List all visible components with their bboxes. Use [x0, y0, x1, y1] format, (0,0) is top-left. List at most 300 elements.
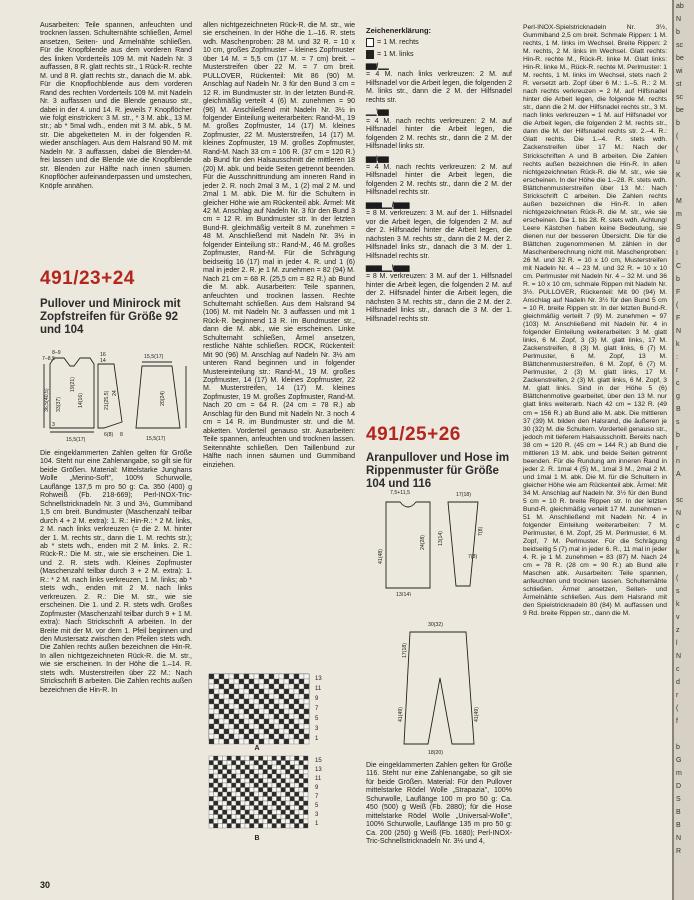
- chart-cell: [299, 801, 304, 806]
- chart-cell: [304, 689, 309, 694]
- chart-cell: [274, 689, 279, 694]
- chart-b-row-number: 15: [315, 758, 322, 764]
- chart-cell: [236, 815, 241, 820]
- chart-cell: [234, 729, 239, 734]
- chart-cell: [227, 783, 232, 788]
- chart-cell: [263, 783, 268, 788]
- chart-cell: [223, 788, 228, 793]
- chart-cell: [259, 714, 264, 719]
- chart-cell: [244, 674, 249, 679]
- chart-cell: [249, 719, 254, 724]
- chart-cell: [290, 770, 295, 775]
- chart-cell: [279, 699, 284, 704]
- chart-cell: [272, 783, 277, 788]
- chart-cell: [241, 756, 246, 761]
- chart-cell: [268, 765, 273, 770]
- chart-cell: [245, 792, 250, 797]
- chart-cell: [250, 824, 255, 829]
- chart-cell: [214, 824, 219, 829]
- chart-cell: [279, 739, 284, 744]
- chart-cell: [241, 801, 246, 806]
- chart-cell: [290, 792, 295, 797]
- chart-cell: [274, 684, 279, 689]
- legend-item-6: ▆▆▆▁▁/▆▆▆ = 8 M. verkreuzen: 3 M. auf der 1. Hilfsnadel vor die Arbeit legen, die folgenden 2 M. auf der 2. Hilfsnadel hinter die Arbeit legen, die nächsten 3 M. rechts str., dann die 2 M. der 2. Hilfsnadel links str., danach die 3 M. der 1. Hilfsnadel rechts str.: [366, 201, 512, 260]
- chart-cell: [277, 783, 282, 788]
- chart-cell: [259, 797, 264, 802]
- chart-cell: [254, 714, 259, 719]
- chart-cell: [281, 788, 286, 793]
- chart-cell: [209, 709, 214, 714]
- chart-cell: [264, 719, 269, 724]
- chart-cell: [263, 792, 268, 797]
- chart-cell: [279, 704, 284, 709]
- chart-cell: [234, 674, 239, 679]
- chart-cell: [229, 674, 234, 679]
- dim-h4: 33(37): [56, 397, 62, 412]
- chart-cell: [218, 756, 223, 761]
- chart-cell: [259, 734, 264, 739]
- chart-cell: [279, 689, 284, 694]
- chart-cell: [294, 739, 299, 744]
- chart-cell: [264, 674, 269, 679]
- chart-cell: [218, 783, 223, 788]
- chart-cell: [214, 779, 219, 784]
- chart-cell: [259, 801, 264, 806]
- skirt-outline: [136, 366, 180, 428]
- dim-h7: 24: [112, 390, 118, 396]
- chart-cell: [259, 709, 264, 714]
- chart-cell: [299, 734, 304, 739]
- chart-cell: [281, 770, 286, 775]
- chart-cell: [224, 684, 229, 689]
- chart-cell: [289, 739, 294, 744]
- chart-cell: [244, 689, 249, 694]
- chart-cell: [244, 679, 249, 684]
- chart-cell: [234, 739, 239, 744]
- chart-cell: [289, 689, 294, 694]
- chart-cell: [254, 704, 259, 709]
- chart-cell: [249, 674, 254, 679]
- chart-cell: [236, 761, 241, 766]
- chart-cell: [264, 734, 269, 739]
- chart-cell: [214, 756, 219, 761]
- chart-cell: [299, 810, 304, 815]
- dim-sleeve-w: 14: [100, 358, 106, 364]
- chart-cell: [229, 694, 234, 699]
- chart-b-row-number: 5: [315, 803, 319, 809]
- chart-cell: [214, 761, 219, 766]
- chart-cell: [241, 774, 246, 779]
- chart-cell: [294, 729, 299, 734]
- chart-cell: [272, 774, 277, 779]
- chart-cell: [239, 704, 244, 709]
- chart-cell: [232, 792, 237, 797]
- chart-cell: [304, 704, 309, 709]
- chart-cell: [295, 815, 300, 820]
- chart-cell: [269, 729, 274, 734]
- chart-cell: [254, 729, 259, 734]
- chart-cell: [299, 684, 304, 689]
- chart-cell: [254, 689, 259, 694]
- chart-cell: [234, 714, 239, 719]
- pullover-body-outline: [50, 358, 94, 428]
- chart-cell: [209, 765, 214, 770]
- chart-b-row-number: 13: [315, 767, 322, 773]
- chart-cell: [281, 797, 286, 802]
- chart-cell: [268, 779, 273, 784]
- chart-cell: [264, 704, 269, 709]
- chart-cell: [299, 783, 304, 788]
- chart-cell: [209, 810, 214, 815]
- chart-cell: [304, 756, 309, 761]
- chart-cell: [290, 806, 295, 811]
- chart-cell: [279, 694, 284, 699]
- chart-cell: [209, 679, 214, 684]
- chart-cell: [249, 689, 254, 694]
- chart-cell: [209, 824, 214, 829]
- chart-cell: [239, 709, 244, 714]
- chart-cell: [229, 739, 234, 744]
- chart-cell: [254, 810, 259, 815]
- chart-cell: [290, 761, 295, 766]
- adjacent-page-text: ab N b sc be wi st sc be b ( ( u K ' M m S d I C b F ( F N k : r c g B s b r n A sc N c d k r ( s k v z l N c d r ( f b G m D S B B N R: [676, 3, 684, 855]
- chart-cell: [294, 684, 299, 689]
- chart-cell: [264, 724, 269, 729]
- chart-cell: [254, 694, 259, 699]
- chart-cell: [245, 810, 250, 815]
- chart-cell: [269, 684, 274, 689]
- chart-cell: [290, 774, 295, 779]
- chart-cell: [236, 797, 241, 802]
- chart-cell: [209, 699, 214, 704]
- cable-8-front-icon: ▆▆▆▁▁/▆▆▆: [366, 201, 410, 209]
- chart-cell: [279, 714, 284, 719]
- chart-cell: [239, 714, 244, 719]
- chart-cell: [227, 824, 232, 829]
- chart-cell: [268, 788, 273, 793]
- chart-cell: [304, 788, 309, 793]
- chart-cell: [286, 788, 291, 793]
- chart-cell: [268, 770, 273, 775]
- chart-cell: [304, 684, 309, 689]
- dim-cuff2: 8: [120, 432, 123, 438]
- chart-cell: [304, 761, 309, 766]
- chart-cell: [236, 824, 241, 829]
- chart-cell: [259, 699, 264, 704]
- chart-cell: [232, 815, 237, 820]
- chart-cell: [281, 824, 286, 829]
- chart-cell: [224, 724, 229, 729]
- aran-dim-h3: 13(14): [438, 531, 444, 546]
- chart-cell: [277, 770, 282, 775]
- chart-cell: [227, 806, 232, 811]
- chart-cell: [304, 679, 309, 684]
- chart-cell: [236, 806, 241, 811]
- chart-cell: [244, 699, 249, 704]
- chart-cell: [295, 806, 300, 811]
- dim-side: 7–8,5: [42, 356, 55, 362]
- chart-cell: [241, 779, 246, 784]
- chart-cell: [224, 689, 229, 694]
- chart-cell: [299, 761, 304, 766]
- chart-cell: [274, 729, 279, 734]
- chart-cell: [239, 689, 244, 694]
- instructions-text-b: Perl-INOX-Spielstricknadeln Nr. 3½, Gummiband 2,5 cm breit. Schmale Rippen: 1 M. rechts, 1 M. links im Wechsel. Breite Rippen: 2 M. rechts, 2 M. links im Wechsel. Glatt rechts: Hin-R. rechte M., Rück-R. linke M. Glatt links: Hin-R. linke M., Rück-R. rechte M. Perlmuster: 1 M. rechts, 1 M. links im Wechsel, stets nach 2 R. versetzt arb. Zopf über 6 M.: 1.–5. R.: 2 M. nach rechts verkreuzen = 2 M. auf Hilfsnadel hinter die Arbeit legen, die folgende M. rechts str., dann die 2 M. der Hilfsnadel rechts str., 3 M. nach links verkreuzen = 1 M. auf Hilfsnadel vor die Arbeit legen, die folgenden 2 M. rechts str., dann die M. der Hilfsnadel rechts str. 2.–4. R.: Glatt rechts. Die 1.–4. R. stets wdh. Zackenstreifen über 17 M.: Nach der Strickschriften A und B arbeiten. Die Zahlen rechts außen bezeichnen die Hin-R. In allen nichtgezeichneten Rück-R. die M. str., wie sie erscheinen. In der Höhe die 1.–28. R. stets wdh. Blättchenmusterstreifen über 13 M.: Nach Strickschrift C arbeiten. Die Zahlen rechts außen bezeichnen die Hin-R. In allen nichtgezeichneten Rück-R. die M. str., wie sie erscheinen. Die 1. bis 28. R. stets wdh. Achtung! Leere Kästchen haben keine Bedeutung, sie dienen nur der besseren Übersicht. Die für die Blättchen zugenommenen M. zählen in der Maschenberechnung nicht mit. Maschenproben: 26 M. und 32 R. = 10 x 10 cm, Musterstreifen mit Nadeln Nr. 4 – 23 M. und 32 R. = 10 x 10 cm. Perlmuster mit Nadeln Nr. 4 – 32 M. und 36 R. = 10 x 10 cm, schmale Rippen mit Nadeln Nr. 3½. PULLOVER, Rückenteil: Mit 90 (94) M. Anschlag auf Nadeln Nr. 3½ für den Bund 5 cm = 10 R. breite Rippen str. In der letzten Bund-R. gleichmäßig verteilt 7 (9) M. zunehmen = 97 (103) M. Anschließend mit Nadeln Nr. 4 in folgender Einteilung weiterarbeiten: 3 M. glatt links, 6 M. Zopf, 3 (3) M. glatt links, 17 M. Zackenstreifen, 8 (3) M. glatt links, 6 (7) M. Perlmuster, 6 M. Zopf, 13 M. Blättchenmusterstreifen, 6 M. Zopf, 6 (7) M. Perlmuster, 2 (3) M. glatt links, 17 M. Zackenstreifen, 2 (3) M. glatt links, 6 M. Zopf, 3 M. glatt links. Sind in der Höhe 5 (6) Blättchenmotive gearbeitet, über den 13 M. nur glatt links weiterarb. Nach 42 cm = 132 R. (49 cm = 156 R.) ab Bund alle M. abk. Die mittleren 37 (39) M. bilden den Halsrand, die äußeren je 30 (32) M. die Schultern. Vorderteil genauso str., jedoch mit tieferem Halsausschnitt. Bereits nach 38 cm = 120 R. (45 cm = 144 R.) ab Bund die mittleren 13 M. abk. und beide Seiten getrennt beenden. Für die Rundung am inneren Rand in jeder 2. R. 1mal 4 (5) M., 1mal 3 M., 2mal 2 M. und 1mal 1 M. abk. Die M. für die Schultern in gleicher Höhe wie am Rückenteil abk. Ärmel: Mit 34 M. Anschlag auf Nadeln Nr. 3½ für den Bund 5 cm = 10 R. breite Rippen str. In der letzten Bund-R. gleichmäßig verteilt 17 M. zunehmen = 51 M. Anschließend mit Nadeln Nr. 4 in folgender Einteilung weiterarbeiten: 7 M. Perlmuster, 6 M. Zopf, 25 M. Perlmuster, 6 M. Zopf, 7 M. Perlmuster. Für die Schrägung beidseitig 5 (7) mal in jeder 6. R., 11 mal in jeder 4. R. je 1 M. zunehmen = 83 (87) M. Nach 24 cm = 78 R. (28 cm = 90 R.) ab Bund alle Maschen abk. Ausarbeiten: Teile spannen, anfeuchten und trocknen lassen. Schulternähte schließen. Ärmel ansetzen, Seiten- und Ärmelnähte schließen. Aus dem Halsrand mit den Spielstricknadeln 80 (84) M. auffassen und 9 Rd. breite Rippen str., dann die M.: [523, 24, 667, 618]
- chart-b-row-number: 9: [315, 785, 319, 791]
- chart-cell: [269, 739, 274, 744]
- chart-cell: [223, 756, 228, 761]
- dim-sleeve-top: 16: [100, 352, 106, 358]
- chart-cell: [274, 719, 279, 724]
- chart-cell: [224, 709, 229, 714]
- chart-cell: [284, 674, 289, 679]
- chart-cell: [304, 810, 309, 815]
- chart-cell: [263, 810, 268, 815]
- chart-cell: [304, 819, 309, 824]
- chart-cell: [295, 756, 300, 761]
- chart-cell: [289, 699, 294, 704]
- legend-item-4: ▁▁\▆▆ = 4 M. nach rechts verkreuzen: 2 M. auf Hilfsnadel hinter die Arbeit legen, die folgenden 2 M. rechts str., dann die 2 M. der Hilfsnadel links str.: [366, 109, 512, 151]
- chart-cell: [284, 694, 289, 699]
- chart-cell: [274, 739, 279, 744]
- chart-cell: [304, 729, 309, 734]
- chart-cell: [227, 797, 232, 802]
- chart-cell: [272, 824, 277, 829]
- chart-cell: [295, 761, 300, 766]
- chart-cell: [218, 824, 223, 829]
- chart-cell: [214, 674, 219, 679]
- chart-cell: [223, 801, 228, 806]
- chart-cell: [299, 792, 304, 797]
- chart-cell: [209, 734, 214, 739]
- chart-cell: [299, 788, 304, 793]
- chart-cell: [281, 806, 286, 811]
- chart-cell: [269, 714, 274, 719]
- chart-cell: [214, 788, 219, 793]
- chart-cell: [209, 819, 214, 824]
- chart-cell: [259, 779, 264, 784]
- chart-cell: [249, 724, 254, 729]
- chart-cell: [268, 810, 273, 815]
- chart-cell: [299, 739, 304, 744]
- chart-cell: [214, 770, 219, 775]
- chart-cell: [299, 765, 304, 770]
- chart-cell: [245, 756, 250, 761]
- chart-cell: [268, 783, 273, 788]
- dim-cuff: 6(8): [104, 432, 114, 438]
- chart-cell: [254, 783, 259, 788]
- chart-cell: [229, 729, 234, 734]
- chart-cell: [214, 714, 219, 719]
- chart-cell: [219, 699, 224, 704]
- chart-cell: [254, 792, 259, 797]
- chart-cell: [223, 770, 228, 775]
- chart-cell: [241, 810, 246, 815]
- chart-cell: [239, 739, 244, 744]
- chart-cell: [218, 797, 223, 802]
- chart-cell: [295, 779, 300, 784]
- chart-cell: [294, 724, 299, 729]
- chart-cell: [209, 724, 214, 729]
- chart-cell: [281, 765, 286, 770]
- chart-cell: [241, 797, 246, 802]
- column-4: [523, 24, 667, 618]
- chart-cell: [219, 714, 224, 719]
- chart-cell: [232, 819, 237, 824]
- chart-cell: [264, 684, 269, 689]
- legend-item-3: ▆▆/▁▁ = 4 M. nach links verkreuzen: 2 M. auf Hilfsnadel vor die Arbeit legen, die folgenden 2 M. links str., dann die 2 M. der Hilfsnadel rechts str.: [366, 63, 512, 104]
- chart-cell: [219, 719, 224, 724]
- chart-cell: [224, 739, 229, 744]
- chart-cell: [284, 719, 289, 724]
- chart-cell: [209, 797, 214, 802]
- chart-cell: [295, 819, 300, 824]
- chart-cell: [281, 792, 286, 797]
- chart-cell: [263, 801, 268, 806]
- chart-cell: [269, 724, 274, 729]
- chart-cell: [304, 709, 309, 714]
- chart-cell: [223, 815, 228, 820]
- knit-charts: [207, 672, 357, 842]
- chart-cell: [304, 824, 309, 829]
- column-1-top: [40, 22, 192, 191]
- chart-cell: [241, 788, 246, 793]
- chart-cell: [229, 684, 234, 689]
- pattern-title-b: Aranpullover und Hose im Rippenmuster für Größe 104 und 116: [366, 452, 510, 491]
- chart-cell: [268, 819, 273, 824]
- aran-dim-sleeve: 13(14): [396, 592, 411, 596]
- chart-cell: [234, 684, 239, 689]
- chart-a-row-number: 11: [315, 686, 322, 692]
- chart-cell: [245, 797, 250, 802]
- chart-cell: [295, 792, 300, 797]
- chart-cell: [268, 774, 273, 779]
- chart-cell: [245, 770, 250, 775]
- chart-cell: [218, 792, 223, 797]
- chart-cell: [290, 756, 295, 761]
- chart-cell: [268, 801, 273, 806]
- chart-cell: [259, 770, 264, 775]
- aran-dim-w: 17(18): [456, 492, 471, 498]
- chart-cell: [227, 815, 232, 820]
- chart-cell: [209, 806, 214, 811]
- chart-cell: [304, 714, 309, 719]
- page-number: 30: [40, 880, 51, 890]
- chart-cell: [236, 774, 241, 779]
- chart-cell: [250, 788, 255, 793]
- chart-cell: [229, 679, 234, 684]
- chart-b-row-number: 7: [315, 794, 319, 800]
- chart-cell: [269, 674, 274, 679]
- chart-cell: [286, 806, 291, 811]
- chart-cell: [250, 779, 255, 784]
- chart-b-row-number: 1: [315, 821, 319, 827]
- chart-a-label: A: [254, 745, 260, 752]
- chart-a-row-number: 1: [315, 736, 319, 742]
- chart-cell: [224, 719, 229, 724]
- chart-cell: [290, 779, 295, 784]
- chart-cell: [250, 819, 255, 824]
- chart-cell: [263, 788, 268, 793]
- chart-cell: [209, 788, 214, 793]
- chart-cell: [299, 674, 304, 679]
- chart-cell: [229, 719, 234, 724]
- chart-b-row-number: 3: [315, 812, 319, 818]
- chart-cell: [236, 765, 241, 770]
- chart-cell: [241, 819, 246, 824]
- chart-cell: [245, 819, 250, 824]
- cable-4-right-purl-icon: ▁▁\▆▆: [366, 109, 389, 117]
- chart-cell: [259, 819, 264, 824]
- chart-cell: [284, 714, 289, 719]
- chart-cell: [259, 774, 264, 779]
- chart-cell: [286, 824, 291, 829]
- chart-cell: [272, 810, 277, 815]
- chart-cell: [229, 709, 234, 714]
- chart-cell: [227, 810, 232, 815]
- chart-cell: [272, 815, 277, 820]
- aran-dim-h1: 41(48): [378, 549, 384, 564]
- chart-cell: [274, 724, 279, 729]
- chart-cell: [284, 679, 289, 684]
- chart-cell: [232, 783, 237, 788]
- chart-cell: [264, 714, 269, 719]
- chart-cell: [244, 734, 249, 739]
- chart-cell: [236, 801, 241, 806]
- chart-cell: [290, 801, 295, 806]
- chart-cell: [277, 779, 282, 784]
- chart-cell: [234, 724, 239, 729]
- chart-cell: [241, 783, 246, 788]
- chart-cell: [218, 765, 223, 770]
- chart-cell: [232, 824, 237, 829]
- schematic-trousers: [392, 618, 492, 758]
- trousers-outline: [404, 632, 474, 744]
- chart-cell: [214, 810, 219, 815]
- chart-cell: [223, 779, 228, 784]
- chart-cell: [279, 729, 284, 734]
- chart-a-row-number: 3: [315, 726, 319, 732]
- schematic-aran-pullover: [372, 486, 512, 596]
- chart-cell: [249, 739, 254, 744]
- dim-skirt-bottom: 15,5(17): [146, 436, 166, 442]
- chart-cell: [274, 734, 279, 739]
- chart-cell: [241, 792, 246, 797]
- chart-cell: [209, 689, 214, 694]
- chart-cell: [259, 704, 264, 709]
- chart-cell: [219, 689, 224, 694]
- chart-cell: [214, 797, 219, 802]
- pattern-code-a: 491/23+24: [40, 268, 135, 289]
- chart-cell: [289, 724, 294, 729]
- chart-cell: [259, 815, 264, 820]
- chart-cell: [272, 756, 277, 761]
- chart-cell: [299, 774, 304, 779]
- dim-top: 8–9: [52, 350, 61, 356]
- chart-cell: [232, 801, 237, 806]
- chart-cell: [279, 709, 284, 714]
- chart-cell: [227, 765, 232, 770]
- chart-cell: [286, 815, 291, 820]
- cable-8-back-icon: ▆▆▆▁▁\▆▆▆: [366, 264, 410, 272]
- chart-cell: [249, 704, 254, 709]
- chart-cell: [277, 761, 282, 766]
- chart-cell: [304, 801, 309, 806]
- chart-cell: [304, 779, 309, 784]
- chart-cell: [259, 739, 264, 744]
- pattern-title-a: Pullover und Minirock mit Zopfstreifen für Größe 92 und 104: [40, 298, 181, 337]
- chart-cell: [245, 815, 250, 820]
